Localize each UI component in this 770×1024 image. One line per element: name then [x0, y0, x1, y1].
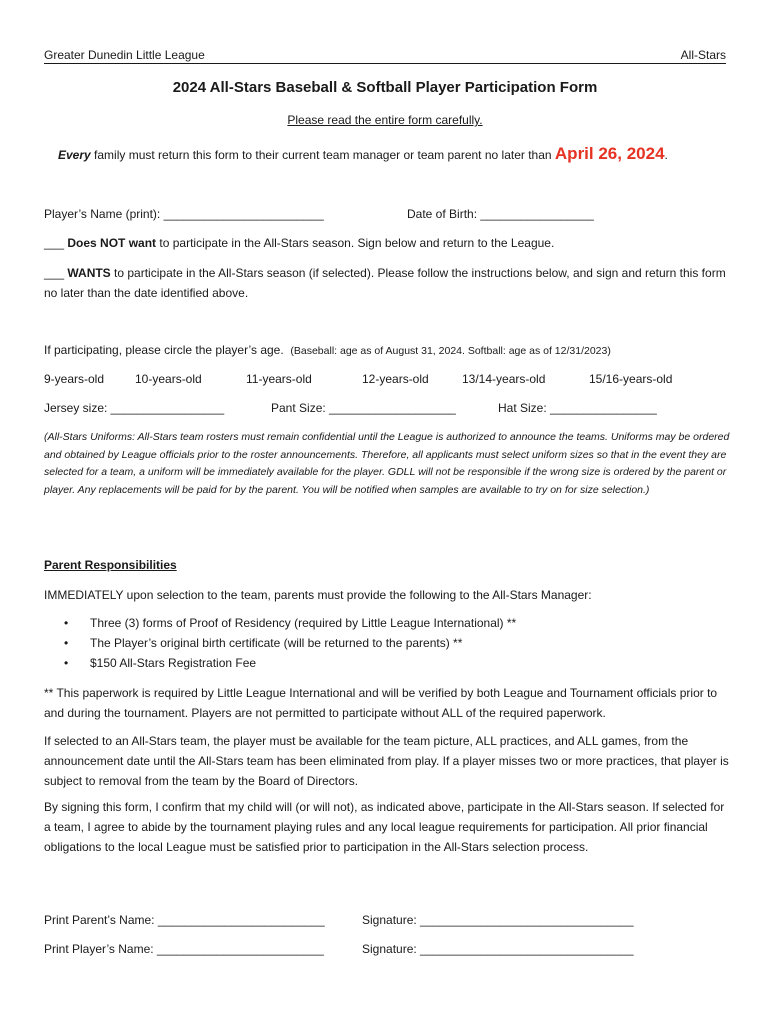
deadline-date: April 26, 2024 [554, 144, 665, 163]
option-not-blank: ___ [44, 236, 68, 250]
uniform-note: (All-Stars Uniforms: All-Stars team rosters must remain confidential until the League is authorized to announce the teams. Uniforms may be ordered and obtained by League officials prior to the roster announcements. Therefore, all applicants must select uniform sizes so that in the event they are selected for a team, a uniform will be immediately available for the player. GDLL will not be responsible if the wrong size is ordered by the parent or player. Any replacements will be paid for by the parent. You will be notified when samples are available to try on for size selection.) [44, 431, 730, 496]
player-name-field[interactable]: Player’s Name (print): ________________________ [44, 207, 324, 221]
deadline-text: family must return this form to their current team manager or team parent no later than [90, 148, 555, 162]
age-choice-15-16[interactable]: 15/16-years-old [589, 372, 673, 386]
pant-size-field[interactable]: Pant Size: ___________________ [271, 401, 456, 415]
form-title: 2024 All-Stars Baseball & Softball Player Participation Form [172, 79, 598, 96]
age-note: (Baseball: age as of August 31, 2024. Softball: age as of 12/31/2023) [290, 345, 611, 357]
age-choice-10[interactable]: 10-years-old [135, 372, 202, 386]
date-of-birth-field[interactable]: Date of Birth: _________________ [407, 207, 594, 221]
agreement-paragraph: By signing this form, I confirm that my child will (or will not), as indicated above, participate in the All-Stars season. If selected for a team, I agree to abide by the tournament playing rules and any local league requirements for participation. All prior financial obligations to the local League must be satisfied prior to participation in the All-Stars selection process. [44, 800, 725, 854]
form-subtitle: Please read the entire form carefully. [287, 113, 483, 127]
list-item [64, 656, 256, 670]
player-signature-field[interactable]: Signature: ________________________________ [362, 942, 634, 956]
age-choice-9[interactable]: 9-years-old [44, 372, 105, 386]
list-item-text: The Player’s original birth certificate (will be returned to the parents) ** [90, 636, 463, 650]
deadline-emphasis: Every [58, 148, 91, 162]
option-wants[interactable] [44, 263, 730, 303]
option-wants-text: to participate in the All-Stars season (if selected). Please follow the instructions below, and sign and return this form no later than the date identified above. [44, 266, 726, 300]
parent-responsibilities-heading: Parent Responsibilities [44, 558, 177, 572]
option-does-not-want[interactable] [44, 236, 554, 250]
bullet-icon: • [64, 616, 69, 630]
age-choice-11[interactable]: 11-years-old [246, 372, 312, 386]
deadline-notice [58, 144, 668, 164]
paperwork-paragraph: ** This paperwork is required by Little League International and will be verified by both League and Tournament officials prior to and during the tournament. Players are not permitted to participate without ALL of the required paperwork. [44, 686, 718, 720]
option-wants-blank: ___ [44, 266, 68, 280]
age-choice-12[interactable]: 12-years-old [362, 372, 429, 386]
parent-name-field[interactable]: Print Parent’s Name: _________________________ [44, 913, 325, 927]
option-not-text: to participate in the All-Stars season. Sign below and return to the League. [156, 236, 555, 250]
availability-paragraph: If selected to an All-Stars team, the player must be available for the team picture, ALL practices, and ALL games, from the announcement date until the All-Stars team has been eliminated from play. If a player misses two or more practices, that player is subject to removal from the team by the Board of Directors. [44, 734, 729, 788]
list-item [64, 616, 516, 630]
parent-intro: IMMEDIATELY upon selection to the team, parents must provide the following to the All-Stars Manager: [44, 588, 592, 602]
age-choice-13-14[interactable]: 13/14-years-old [462, 372, 546, 386]
age-prompt-line [44, 343, 611, 357]
list-item-text: Three (3) forms of Proof of Residency (required by Little League International) ** [90, 616, 517, 630]
header-league-name: Greater Dunedin Little League [44, 48, 205, 62]
list-item [64, 636, 462, 650]
option-not-label: Does NOT want [67, 236, 157, 250]
list-item-text: $150 All-Stars Registration Fee [90, 656, 257, 670]
option-wants-label: WANTS [67, 266, 111, 280]
deadline-period: . [664, 148, 668, 162]
age-prompt: If participating, please circle the player’s age. [44, 343, 284, 357]
header-divider [44, 63, 726, 64]
hat-size-field[interactable]: Hat Size: ________________ [498, 401, 657, 415]
jersey-size-field[interactable]: Jersey size: _________________ [44, 401, 225, 415]
bullet-icon: • [64, 636, 69, 650]
player-print-name-field[interactable]: Print Player’s Name: _________________________ [44, 942, 324, 956]
bullet-icon: • [64, 656, 69, 670]
parent-signature-field[interactable]: Signature: ________________________________ [362, 913, 634, 927]
header-program: All-Stars [680, 48, 726, 62]
